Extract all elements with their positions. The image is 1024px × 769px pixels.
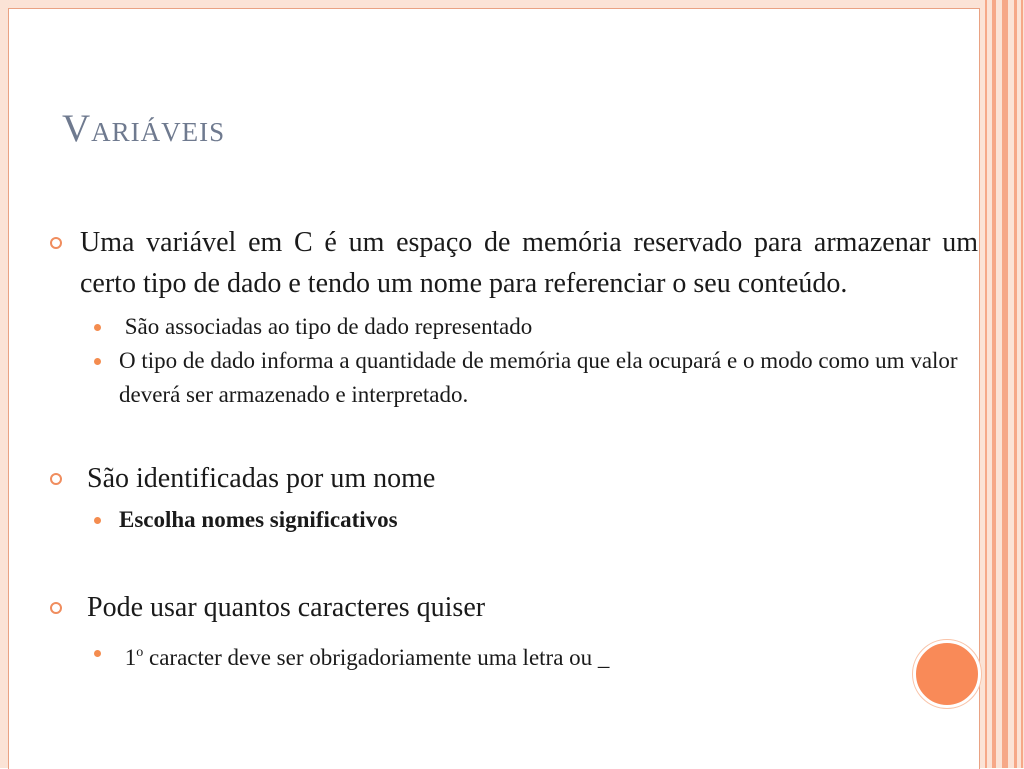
sub-bullet-text: O tipo de dado informa a quantidade de memória que ela ocupará e o modo como um valor deverá ser armazenado e interpretado. bbox=[119, 348, 958, 407]
ring-bullet-icon bbox=[50, 237, 62, 249]
decorative-stripe bbox=[985, 0, 987, 768]
bullet-text: Pode usar quantos caracteres quiser bbox=[80, 592, 486, 623]
decorative-stripe bbox=[1014, 0, 1017, 768]
decorative-stripe bbox=[1002, 0, 1008, 768]
sub-bullet-text: São associadas ao tipo de dado representado bbox=[119, 314, 533, 339]
dot-bullet-icon bbox=[94, 517, 101, 524]
bullet-text: São identificadas por um nome bbox=[80, 463, 436, 494]
bullet-item bbox=[48, 587, 978, 628]
decorative-stripe bbox=[1021, 0, 1023, 768]
ring-bullet-icon bbox=[50, 602, 62, 614]
slide-content bbox=[48, 222, 978, 675]
bullet-item bbox=[48, 222, 978, 304]
dot-bullet-icon bbox=[94, 358, 101, 365]
decorative-stripe bbox=[992, 0, 996, 768]
superscript-text: o bbox=[136, 645, 144, 660]
dot-bullet-icon bbox=[94, 650, 101, 657]
ring-bullet-icon bbox=[50, 473, 62, 485]
sub-bullet-item bbox=[48, 636, 978, 675]
sub-bullet-item bbox=[48, 503, 978, 537]
sub-bullet-suffix: caracter deve ser obrigadoriamente uma letra ou _ bbox=[143, 645, 610, 670]
bullet-item bbox=[48, 458, 978, 499]
bullet-text: Uma variável em C é um espaço de memória reservado para armazenar um certo tipo de dado e tendo um nome para referenciar o seu conteúdo. bbox=[80, 227, 978, 299]
sub-bullet-prefix: 1 bbox=[119, 645, 137, 670]
dot-bullet-icon bbox=[94, 324, 101, 331]
sub-bullet-item bbox=[48, 344, 978, 412]
sub-bullet-item bbox=[48, 310, 978, 344]
sub-bullet-text: Escolha nomes significativos bbox=[119, 507, 398, 532]
slide-title: Variáveis bbox=[62, 107, 226, 150]
